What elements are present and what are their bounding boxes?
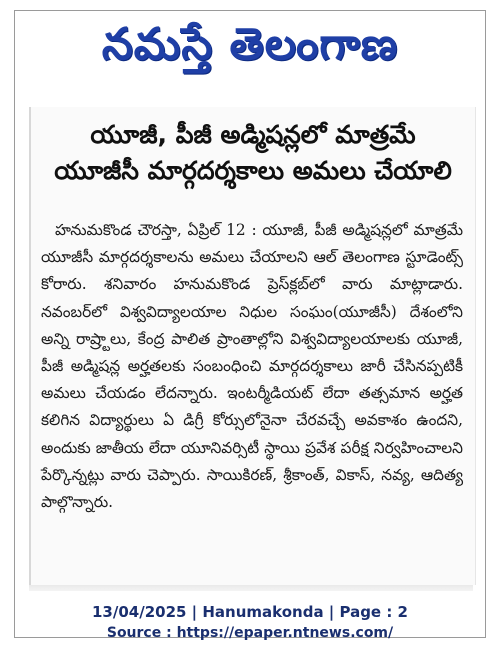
footer (15, 601, 485, 643)
article-body (41, 217, 463, 516)
source-link[interactable]: Source : https://epaper.ntnews.com/ (106, 625, 394, 641)
headline-line-1: యూజీ, పీజీ అడ్మిషన్లలో మాత్రమే (90, 120, 416, 149)
article-clip (29, 107, 476, 585)
masthead (15, 11, 485, 89)
headline (31, 117, 475, 189)
edition-meta: 13/04/2025 | Hanumakonda | Page : 2 (91, 603, 408, 621)
clip-edge (29, 585, 473, 591)
article-paragraph: హనుమకొండ చౌరస్తా, ఏప్రిల్ 12 : యూజీ, పీజీ అడ్మిషన్లలో మాత్రమే యూజీసీ మార్గదర్శకాలను అమలు చేయాలని ఆల్ తెలంగాణ స్టూడెంట్స్ కోరారు. శనివారం హనుమకొండ ప్రెస్‌క్లబ్‌లో వారు మాట్లాడారు. నవంబర్‌లో విశ్వవిద్యాలయాల నిధుల సంఘం(యూజీసీ) దేశంలోని అన్ని రాష్ర్టాలు, కేంద్ర పాలిత ప్రాంతాల్లోని విశ్వవిద్యాలయాలకు యూజీ, పీజీ అడ్మిషన్ల అర్హతలకు సంబంధించి మార్గదర్శకాలు జారీ చేసినప్పటికీ అమలు చేయడం లేదన్నారు. ఇంటర్మీడియట్ లేదా తత్సమాన అర్హత కలిగిన విద్యార్థులు ఏ డిగ్రీ కోర్సులోనైనా చేరవచ్చే అవకాశం ఉందని, అందుకు జాతీయ లేదా యూనివర్సిటీ స్థాయి ప్రవేశ పరీక్ష నిర్వహించాలని పేర్కొన్నట్లు వారు చెప్పారు. సాయికిరణ్, శ్రీకాంత్, వికాస్, నవ్య, ఆదిత్య పాల్గొన్నారు. (41, 221, 463, 512)
epaper-clipping-frame (14, 10, 486, 641)
headline-line-2: యూజీసీ మార్గదర్శకాలు అమలు చేయాలి (54, 156, 452, 185)
newspaper-logo: నమస్తే తెలంగాణ (101, 19, 399, 70)
